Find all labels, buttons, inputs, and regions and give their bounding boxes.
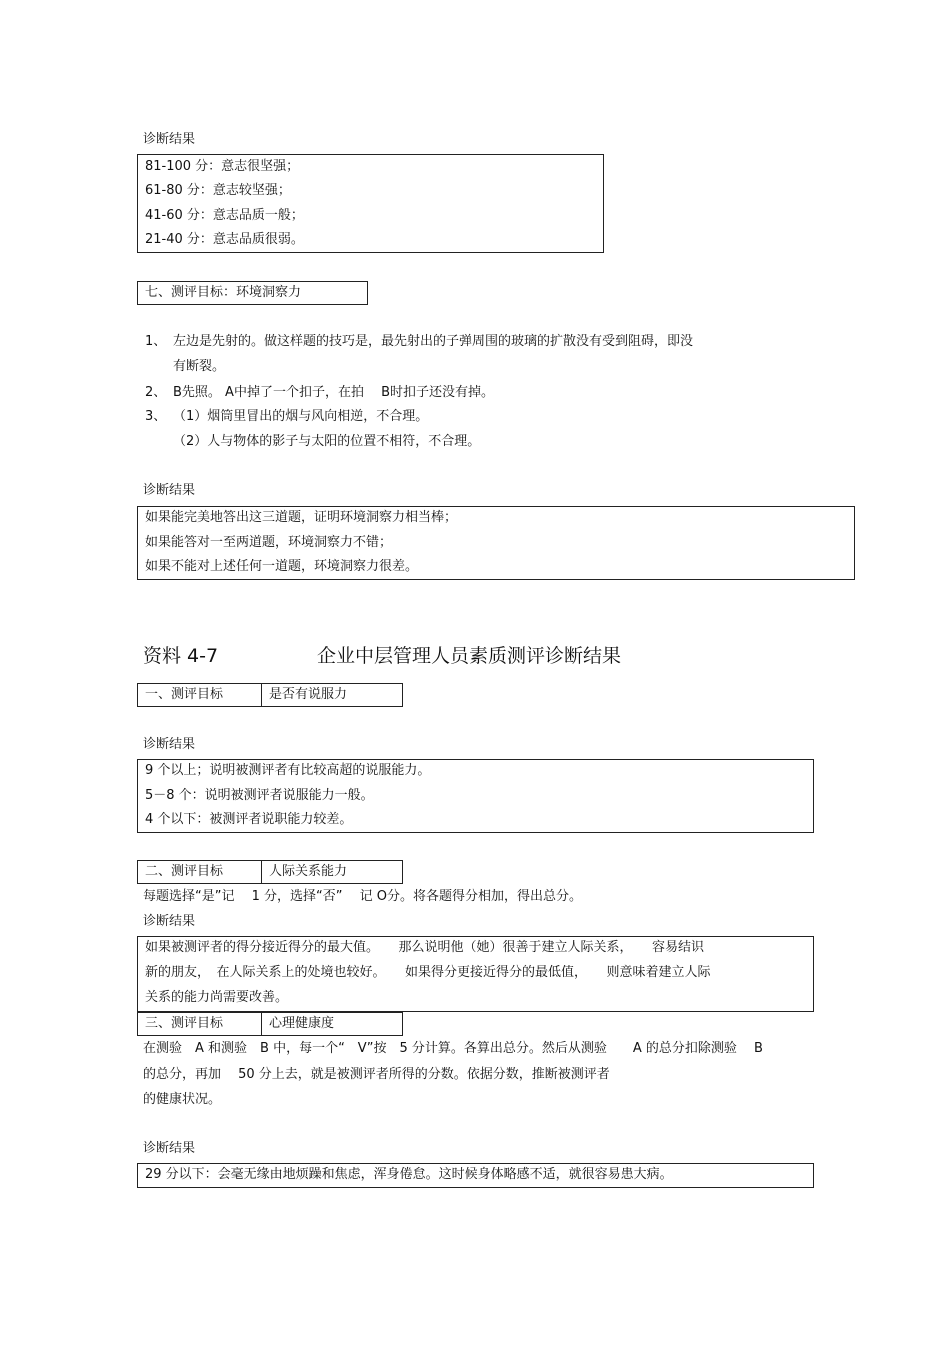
scoring-rule-line: 在测验 A 和测验 B 中，每一个“ V”按 5 分计算。各算出总分。然后从测验 A 的总分扣除测验 B [143, 1041, 763, 1056]
section-heading-3 [137, 1012, 403, 1036]
diagnosis-box-7 [137, 506, 855, 580]
diagnosis-box-2 [137, 936, 814, 1012]
document-label: 资料 4-7 [143, 645, 219, 667]
section-label: 二、测评目标 [145, 864, 224, 879]
section-heading-2 [137, 860, 403, 884]
diagnosis-line: 41-60 分：意志品质一般； [145, 208, 304, 223]
section-heading-7 [137, 281, 368, 305]
section-label: 一、测评目标 [145, 687, 224, 702]
section-label: 三、测评目标 [145, 1016, 224, 1031]
section-heading-1 [137, 683, 403, 707]
diagnosis-line: 5－8 个：说明被测评者说服能力一般。 [145, 788, 374, 803]
section-target: 人际关系能力 [261, 861, 354, 883]
diagnosis-label-1: 诊断结果 [143, 737, 196, 752]
answer-number: 2、 [145, 385, 167, 400]
diagnosis-line: 如果能答对一至两道题，环境洞察力不错； [145, 535, 393, 550]
section-heading-text: 七、测评目标：环境洞察力 [145, 285, 302, 300]
section-target: 心理健康度 [261, 1013, 341, 1035]
diagnosis-label-3: 诊断结果 [143, 1141, 196, 1156]
diagnosis-line: 21-40 分：意志品质很弱。 [145, 232, 304, 247]
answer-text: B先照。 A中掉了一个扣子，在拍 B时扣子还没有掉。 [173, 385, 494, 400]
answer-text: 左边是先射的。做这样题的技巧是，最先射出的子弹周围的玻璃的扩散没有受到阻碍，即没 [173, 334, 694, 349]
diagnosis-label-willpower: 诊断结果 [143, 132, 196, 147]
answer-text: （1）烟筒里冒出的烟与风向相逆，不合理。 [173, 409, 429, 424]
section-target: 是否有说服力 [261, 684, 354, 706]
diagnosis-box-1 [137, 759, 814, 833]
diagnosis-label-2: 诊断结果 [143, 914, 196, 929]
diagnosis-line: 9 个以上；说明被测评者有比较高超的说服能力。 [145, 763, 431, 778]
diagnosis-line: 29 分以下：会毫无缘由地烦躁和焦虑，浑身倦怠。这时候身体略感不适，就很容易患大病。 [145, 1167, 673, 1182]
diagnosis-line: 如果能完美地答出这三道题，证明环境洞察力相当棒； [145, 510, 458, 525]
diagnosis-line: 新的朋友， 在人际关系上的处境也较好。 如果得分更接近得分的最低值， 则意味着建立人际 [145, 965, 711, 980]
answer-text-cont: 有断裂。 [173, 359, 226, 374]
answer-number: 3、 [145, 409, 167, 424]
answer-number: 1、 [145, 334, 167, 349]
scoring-rule-line: 的健康状况。 [143, 1092, 222, 1107]
diagnosis-line: 4 个以下：被测评者说职能力较差。 [145, 812, 353, 827]
scoring-rule-line: 的总分，再加 50 分上去，就是被测评者所得的分数。依据分数，推断被测评者 [143, 1067, 610, 1082]
scoring-rule: 每题选择“是”记 1 分，选择“否” 记 O分。将各题得分相加，得出总分。 [143, 889, 582, 904]
diagnosis-line: 如果不能对上述任何一道题，环境洞察力很差。 [145, 559, 419, 574]
diagnosis-line: 如果被测评者的得分接近得分的最大值。 那么说明他（她）很善于建立人际关系， 容易结识 [145, 940, 705, 955]
diagnosis-box-willpower [137, 154, 604, 253]
diagnosis-box-3 [137, 1163, 814, 1188]
diagnosis-line: 61-80 分：意志较坚强； [145, 183, 291, 198]
diagnosis-label-7: 诊断结果 [143, 483, 196, 498]
answer-text-cont: （2）人与物体的影子与太阳的位置不相符，不合理。 [173, 434, 481, 449]
document-title: 企业中层管理人员素质测评诊断结果 [317, 645, 622, 667]
diagnosis-line: 81-100 分：意志很坚强； [145, 159, 300, 174]
diagnosis-line: 关系的能力尚需要改善。 [145, 990, 289, 1005]
